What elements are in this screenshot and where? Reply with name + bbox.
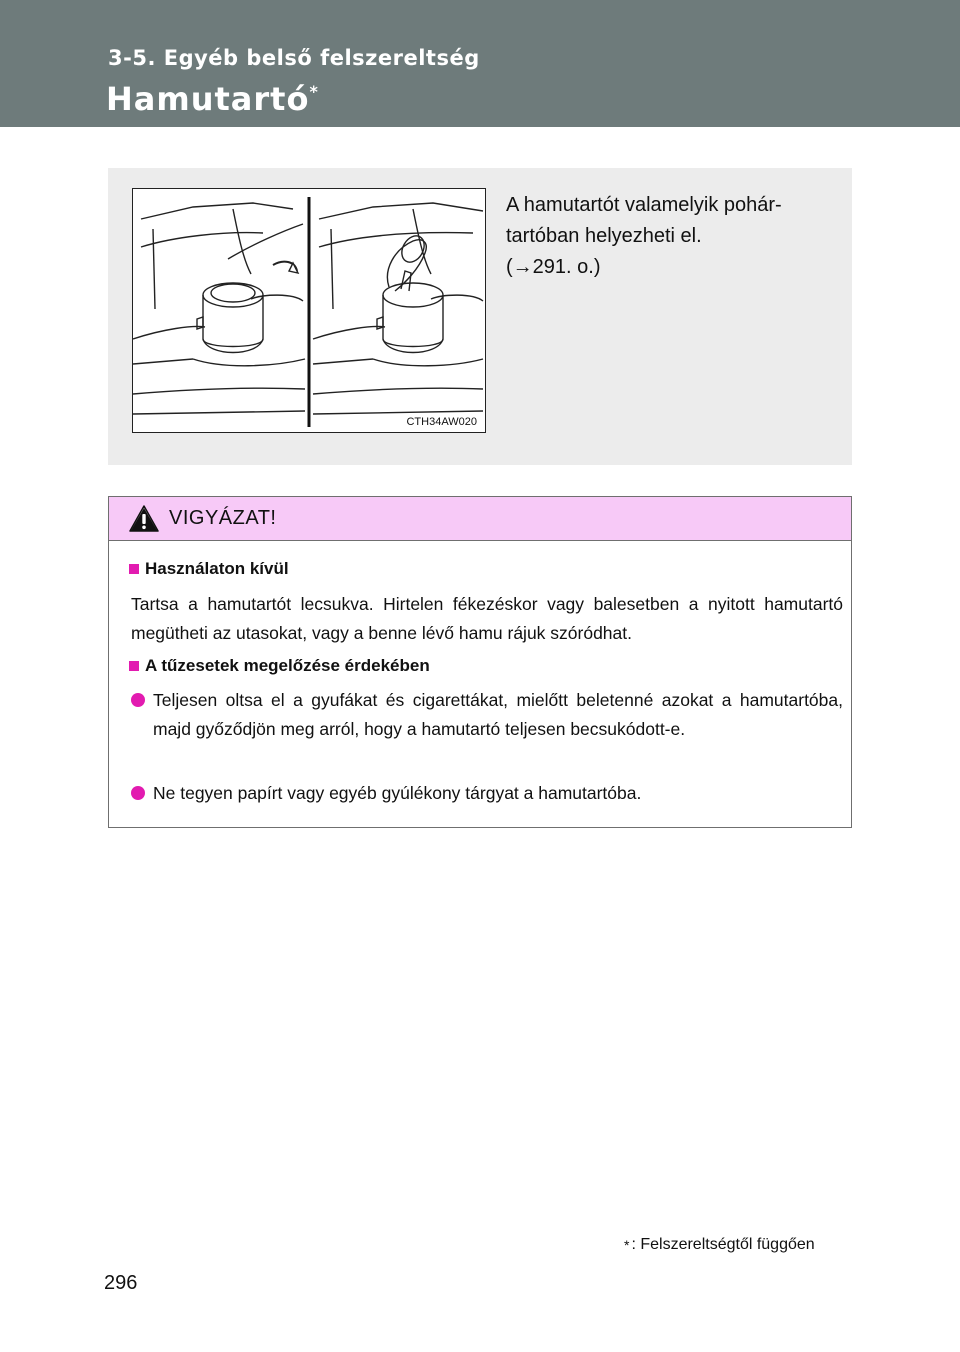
optional-equipment-marker: *	[309, 82, 319, 101]
warning-header	[109, 497, 851, 541]
ashtray-drawing	[133, 189, 484, 431]
figure-code: CTH34AW020	[406, 416, 477, 428]
page-reference: (→291. o.)	[506, 256, 601, 278]
info-text	[506, 190, 836, 283]
warning-bullet-text: Ne tegyen papírt vagy egyéb gyúlékony tárgyat a hamutartóba.	[153, 783, 642, 803]
page-number: 296	[104, 1272, 138, 1294]
info-text-line-2: tartóban helyezheti el.	[506, 225, 702, 247]
warning-heading-not-in-use	[129, 559, 289, 579]
info-text-line-1: A hamutartót valamelyik pohár-	[506, 194, 782, 216]
warning-bullet	[131, 686, 843, 744]
warning-box	[108, 496, 852, 828]
warning-triangle-icon	[129, 505, 159, 532]
warning-heading-fire	[129, 656, 430, 676]
warning-paragraph: Tartsa a hamutartót lecsukva. Hirtelen fékezéskor vagy balesetben a nyitott hamutartó megütheti az utasokat, vagy a benne lévő hamu rájuk szóródhat.	[131, 594, 843, 643]
round-bullet-icon	[131, 693, 145, 707]
section-label: 3-5. Egyéb belső felszereltség	[108, 46, 480, 70]
warning-heading-text: A tűzesetek megelőzése érdekében	[145, 656, 430, 675]
ashtray-illustration	[132, 188, 486, 433]
page-title-text: Hamutartó	[106, 80, 310, 118]
square-bullet-icon	[129, 564, 139, 574]
page-title	[106, 80, 319, 118]
asterisk-icon: *	[624, 1237, 630, 1253]
footnote-text: : Felszereltségtől függően	[631, 1236, 815, 1253]
warning-title: VIGYÁZAT!	[169, 507, 277, 529]
square-bullet-icon	[129, 661, 139, 671]
warning-bullet-text: Teljesen oltsa el a gyufákat és cigarettákat, mielőtt beletenné azokat a hamutartóba, majd győződjön meg arról, hogy a hamutartó teljesen becsukódott-e.	[153, 690, 843, 739]
warning-heading-text: Használaton kívül	[145, 559, 289, 578]
round-bullet-icon	[131, 786, 145, 800]
footnote	[624, 1236, 815, 1254]
warning-bullet	[131, 779, 843, 808]
